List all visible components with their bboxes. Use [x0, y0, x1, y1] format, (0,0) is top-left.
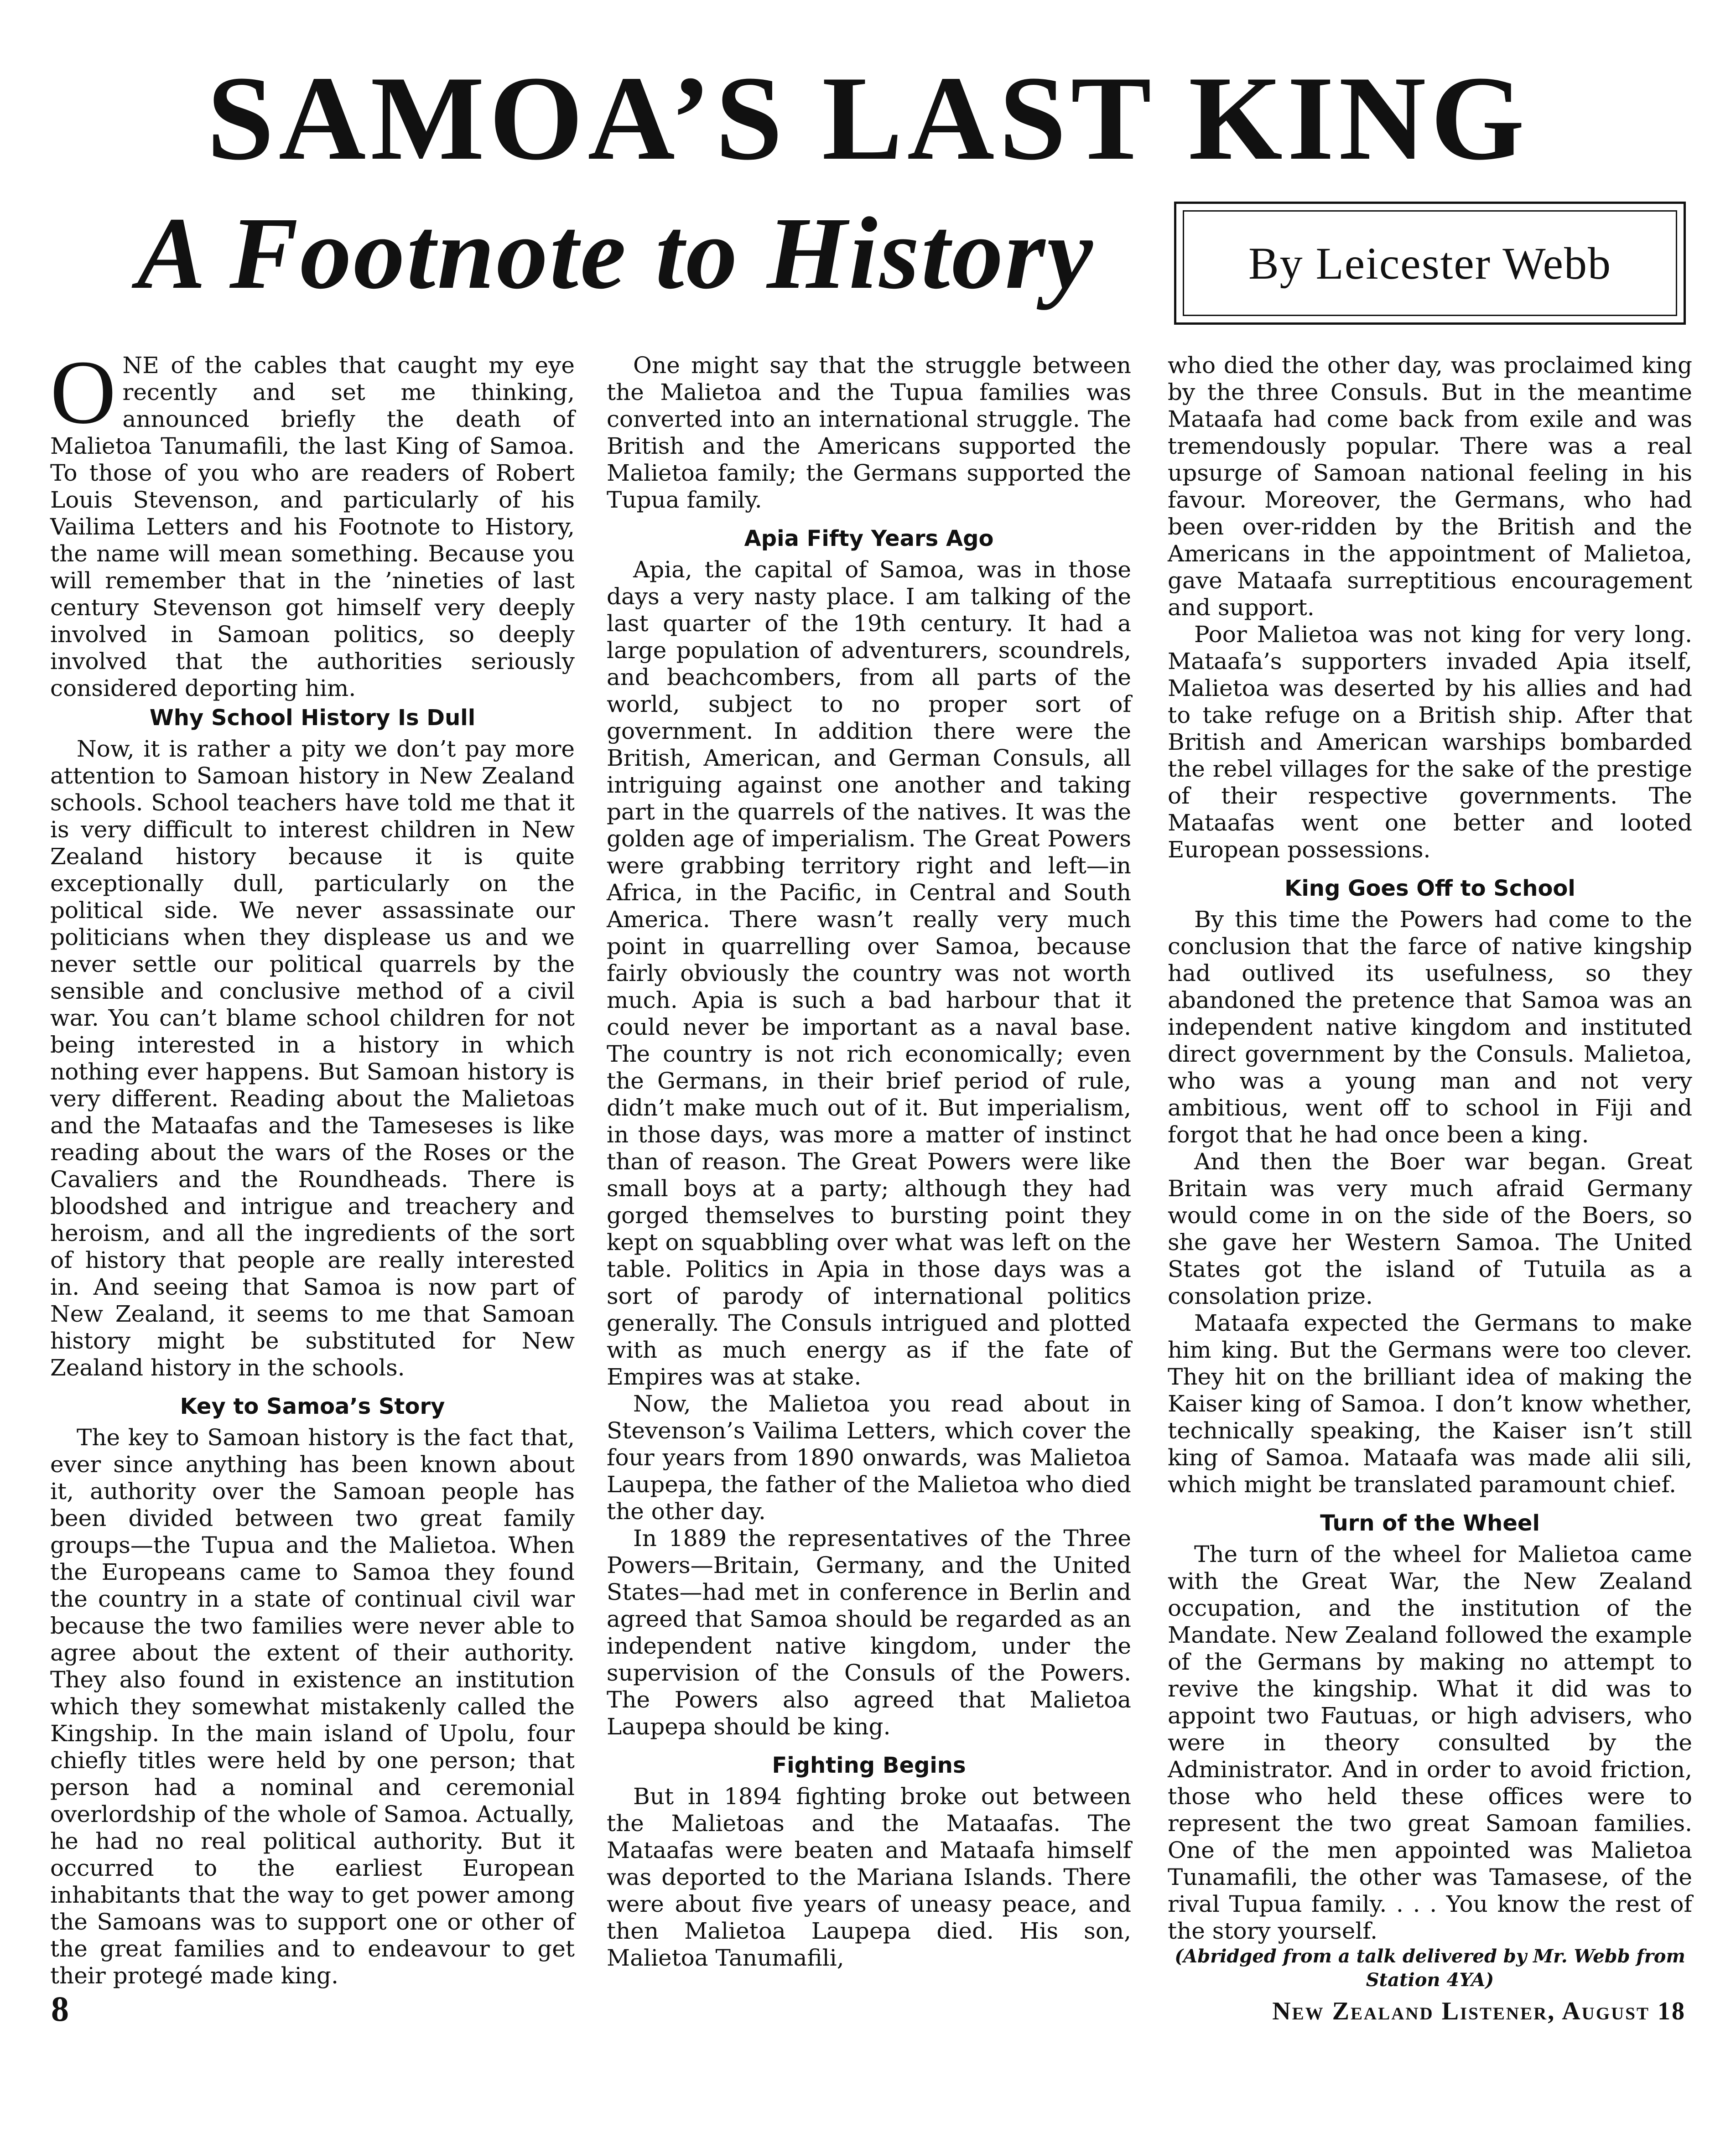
byline: By Leicester Webb: [1248, 238, 1612, 289]
section-heading: Apia Fifty Years Ago: [744, 526, 994, 551]
paragraph: One might say that the struggle between the Malietoa and the Tupua families was converted into an international struggle. The British and the Americans supported the Malietoa family; the Germans supported the Tupua family.: [607, 352, 1131, 513]
paragraph: The turn of the wheel for Malietoa came with the Great War, the New Zealand occupation, and the institution of the Mandate. New Zealand followed the example of the Germans by making no attempt to revive the kingship. What it did was to appoint two Fautuas, or high advisers, who were in theory consulted by the Administrator. And in order to avoid friction, those who held these offices were to represent the two great Samoan families. One of the men appointed was Malietoa Tunamafili, the other was Tamasese, of the rival Tupua family. . . . You know the rest of the story yourself.: [1168, 1541, 1692, 1944]
section-heading: Fighting Begins: [772, 1753, 966, 1778]
section-heading: Turn of the Wheel: [1320, 1510, 1540, 1536]
paragraph: Poor Malietoa was not king for very long. Mataafa’s supporters invaded Apia itself, Malietoa was deserted by his allies and had to take refuge on a British ship. After that British and American warships bombarded the rebel villages for the sake of the prestige of their respective governments. The Mataafas went one better and looted European possessions.: [1168, 621, 1692, 863]
byline-box: [1174, 202, 1686, 325]
byline-inner-frame: [1183, 210, 1677, 316]
paragraph: who died the other day, was proclaimed king by the three Consuls. But in the meantime Mataafa had come back from exile and was tremendously popular. There was a real upsurge of Samoan national feeling in his favour. Moreover, the Germans, who had been over-ridden by the British and the Americans in the appointment of Malietoa, gave Mataafa surreptitious encouragement and support.: [1168, 352, 1692, 621]
paragraph: Apia, the capital of Samoa, was in those days a very nasty place. I am talking of the last quarter of the 19th century. It had a large population of adventurers, scoundrels, and beachcombers, from all parts of the world, subject to no proper sort of government. In addition there were the British, American, and German Consuls, all intriguing against one another and taking part in the quarrels of the natives. It was the golden age of imperialism. The Great Powers were grabbing territory right and left—in Africa, in the Pacific, in Central and South America. There wasn’t really very much point in quarrelling over Samoa, because fairly obviously the country was not worth much. Apia is such a bad harbour that it could never be important as a naval base. The country is not rich economically; even the Germans, in their brief period of rule, didn’t make much out of it. But imperialism, in those days, was more a matter of instinct than of reason. The Great Powers were like small boys at a party; although they had gorged themselves to bursting point they kept on squabbling over what was left on the table. Politics in Apia in those days was a sort of parody of international politics generally. The Consuls intrigued and plotted with as much energy as if the fate of Empires was at stake.: [607, 556, 1131, 1390]
paragraph: Mataafa expected the Germans to make him king. But the Germans were too clever. They hit on the brilliant idea of making the Kaiser king of Samoa. I don’t know whether, technically speaking, the Kaiser isn’t still king of Samoa. Mataafa was made alii sili, which might be translated paramount chief.: [1168, 1310, 1692, 1498]
paragraph-text: NE of the cables that caught my eye recently and set me thinking, announced briefly the death of Malietoa Tanumafili, the last King of Samoa. To those of you who are readers of Robert Louis Stevenson, and particularly of his Vailima Letters and his Footnote to History, the name will mean something. Because you will remember that in the ’nineties of last century Stevenson got himself very deeply involved in Samoan politics, so deeply involved that the authorities seriously considered deporting him.: [50, 352, 575, 701]
article-subtitle: A Footnote to History: [137, 196, 1095, 310]
paragraph: [50, 342, 575, 702]
publication-footer: New Zealand Listener, August 18: [1272, 1997, 1686, 2025]
section-heading: King Goes Off to School: [1284, 876, 1575, 901]
paragraph: But in 1894 fighting broke out between the Malietoas and the Mataafas. The Mataafas were beaten and Mataafa himself was deported to the Mariana Islands. There were about five years of uneasy peace, and then Malietoa Laupepa died. His son, Malietoa Tanumafili,: [607, 1783, 1131, 1971]
page-number: 8: [51, 1989, 69, 2029]
drop-cap: O: [50, 342, 116, 443]
article-column-3: [1168, 352, 1692, 1991]
section-heading: Why School History Is Dull: [149, 705, 476, 731]
paragraph: Now, it is rather a pity we don’t pay more attention to Samoan history in New Zealand schools. School teachers have told me that it is very difficult to interest children in New Zealand history because it is quite exceptionally dull, particularly on the political side. We never assassinate our politicians when they displease us and we never settle our political quarrels by the sensible and conclusive method of a civil war. You can’t blame school children for not being interested in a history in which nothing ever happens. But Samoan history is very different. Reading about the Malietoas and the Mataafas and the Tameseses is like reading about the wars of the Roses or the Cavaliers and the Roundheads. There is bloodshed and intrigue and treachery and heroism, and all the ingredients of the sort of history that people are really interested in. And seeing that Samoa is now part of New Zealand, it seems to me that Samoan history might be substituted for New Zealand history in the schools.: [50, 736, 575, 1381]
section-heading: Key to Samoa’s Story: [180, 1394, 445, 1419]
article-credit: (Abridged from a talk delivered by Mr. Webb from Station 4YA): [1175, 1946, 1685, 1991]
paragraph: The key to Samoan history is the fact that, ever since anything has been known about it, authority over the Samoan people has been divided between two great family groups—the Tupua and the Malietoa. When the Europeans came to Samoa they found the country in a state of continual civil war because the two families were never able to agree about the extent of their authority. They also found in existence an institution which they somewhat mistakenly called the Kingship. In the main island of Upolu, four chiefly titles were held by one person; that person had a nominal and ceremonial overlordship of the whole of Samoa. Actually, he had no real political authority. But it occurred to the earliest European inhabitants that the way to get power among the Samoans was to support one or other of the great families and to endeavour to get their protegé made king.: [50, 1424, 575, 1989]
paragraph: In 1889 the representatives of the Three Powers—Britain, Germany, and the United States—had met in conference in Berlin and agreed that Samoa should be regarded as an independent native kingdom, under the supervision of the Consuls of the Powers. The Powers also agreed that Malietoa Laupepa should be king.: [607, 1525, 1131, 1740]
paragraph: And then the Boer war began. Great Britain was very much afraid Germany would come in on the side of the Boers, so she gave her Western Samoa. The United States got the island of Tutuila as a consolation prize.: [1168, 1148, 1692, 1309]
article-column-2: [607, 352, 1131, 1971]
article-column-1: [50, 342, 575, 1989]
paragraph: By this time the Powers had come to the conclusion that the farce of native kingship had outlived its usefulness, so they abandoned the pretence that Samoa was an independent native kingdom and instituted direct government by the Consuls. Malietoa, who was a young man and not very ambitious, went off to school in Fiji and forgot that he had once been a king.: [1168, 906, 1692, 1148]
paragraph: Now, the Malietoa you read about in Stevenson’s Vailima Letters, which cover the four years from 1890 onwards, was Malietoa Laupepa, the father of the Malietoa who died the other day.: [607, 1391, 1131, 1525]
article-title: SAMOA’S LAST KING: [207, 52, 1529, 185]
